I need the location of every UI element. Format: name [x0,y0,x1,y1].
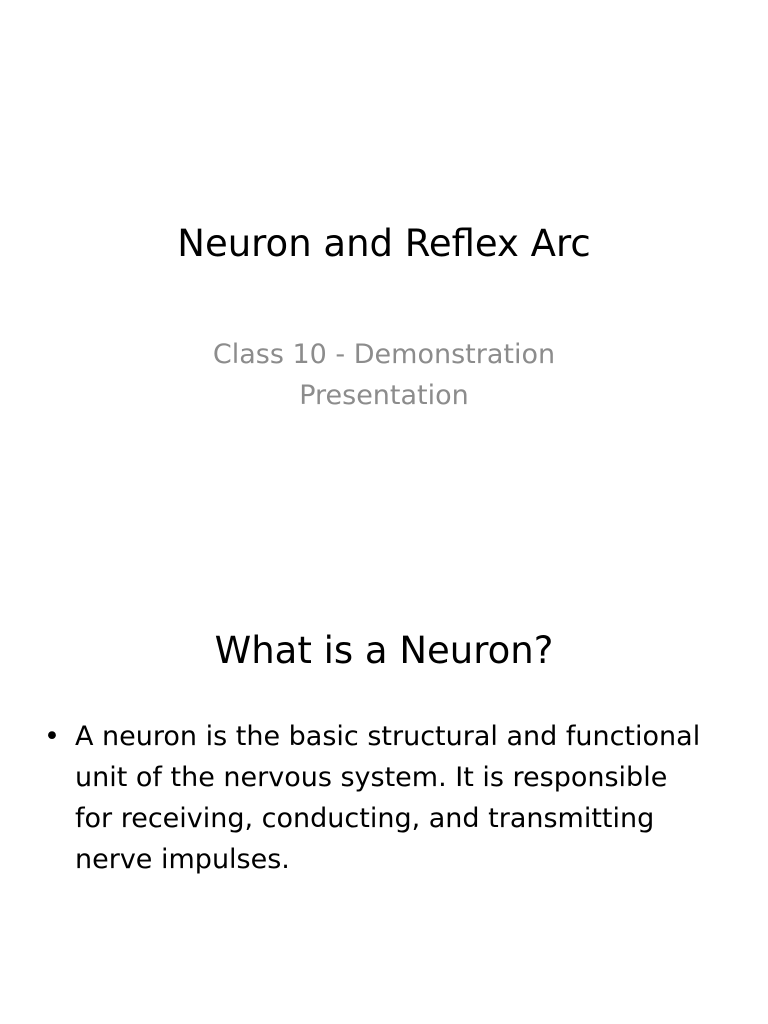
bullet-item [40,716,730,880]
subtitle-line: Class 10 - Demonstration [212,339,556,370]
content-slide [0,512,768,1024]
slide-title: Neuron and Reflex Arc [177,222,591,265]
bullet-text-line: A neuron is the basic structural and functional [75,721,701,752]
bullet-marker: • [44,721,60,752]
bullet-text-line: unit of the nervous system. It is responsible [75,762,668,793]
bullet-text-line: nerve impulses. [75,844,290,875]
bullet-text-line: for receiving, conducting, and transmitting [75,803,655,834]
bullet-list [40,716,730,880]
subtitle-line: Presentation [299,380,469,411]
slide-title: What is a Neuron? [214,629,554,672]
slide-subtitle [184,334,584,416]
